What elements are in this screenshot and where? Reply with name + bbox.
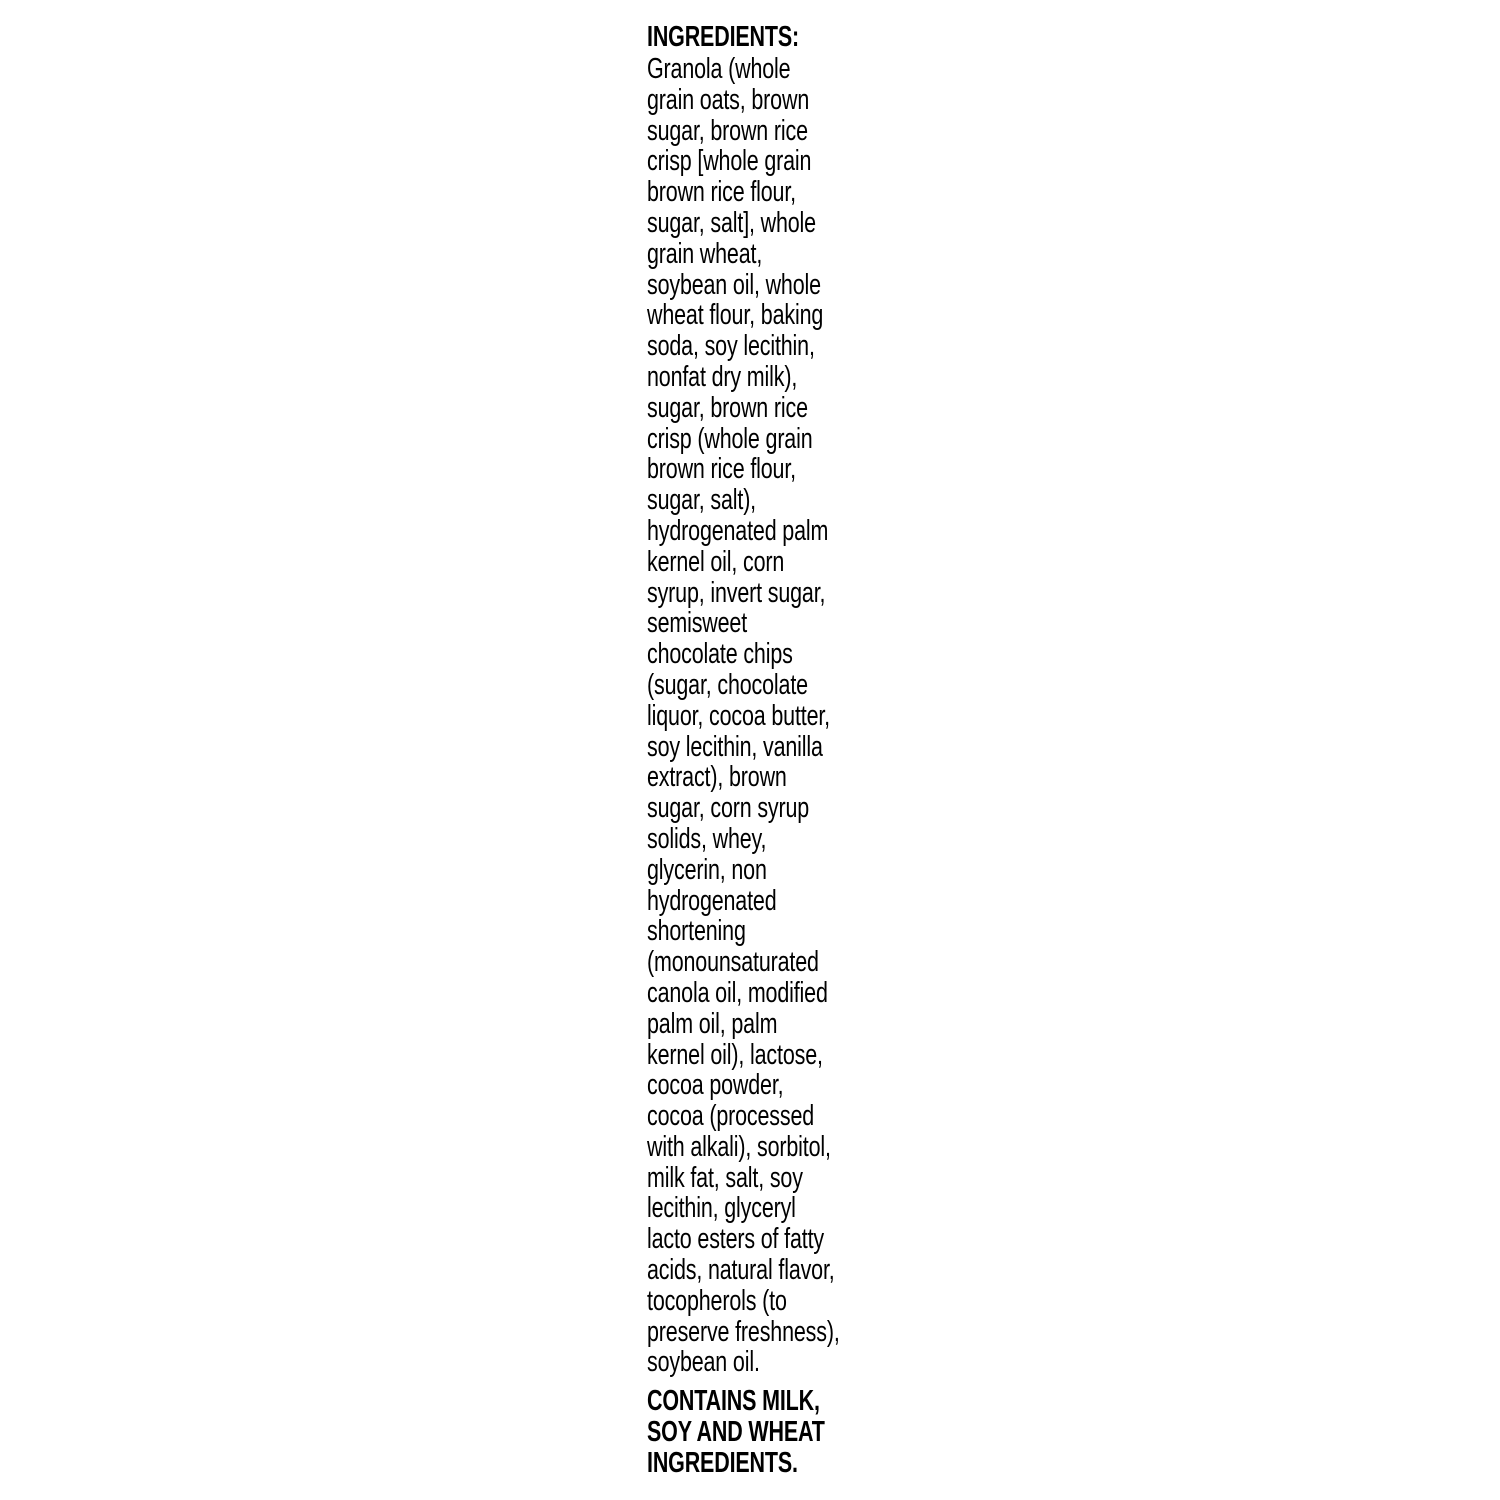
- ingredient-line: syrup, invert sugar,: [647, 576, 826, 609]
- ingredient-line: acids, natural flavor,: [647, 1254, 835, 1287]
- ingredient-line: crisp [whole grain: [647, 145, 812, 178]
- ingredient-line: chocolate chips: [647, 638, 793, 671]
- ingredient-line: cocoa powder,: [647, 1069, 784, 1102]
- ingredient-line: with alkali), sorbitol,: [647, 1130, 831, 1163]
- ingredient-line: lacto esters of fatty: [647, 1223, 824, 1256]
- ingredient-line: sugar, salt),: [647, 484, 757, 517]
- ingredient-line: milk fat, salt, soy: [647, 1161, 803, 1194]
- ingredient-line: tocopherols (to: [647, 1284, 787, 1317]
- ingredient-line: hydrogenated palm: [647, 514, 829, 547]
- ingredient-line: canola oil, modified: [647, 976, 828, 1009]
- ingredient-line: sugar, brown rice: [647, 391, 808, 424]
- allergen-line: SOY AND WHEAT: [647, 1416, 825, 1449]
- ingredient-line: grain oats, brown: [647, 83, 810, 116]
- ingredient-line: semisweet: [647, 607, 748, 640]
- ingredient-line: soybean oil, whole: [647, 268, 821, 301]
- ingredient-line: nonfat dry milk),: [647, 360, 798, 393]
- ingredient-line: (sugar, chocolate: [647, 668, 808, 701]
- ingredient-line: liquor, cocoa butter,: [647, 699, 831, 732]
- allergen-statement: [647, 1386, 840, 1478]
- ingredient-line: grain wheat,: [647, 237, 763, 270]
- ingredients-panel: [647, 22, 877, 1479]
- ingredient-line: sugar, brown rice: [647, 114, 808, 147]
- ingredient-line: Granola (whole: [647, 53, 791, 85]
- ingredient-line: soy lecithin, vanilla: [647, 730, 823, 763]
- ingredient-line: preserve freshness),: [647, 1315, 840, 1348]
- ingredient-line: glycerin, non: [647, 853, 767, 886]
- ingredient-line: (monounsaturated: [647, 946, 819, 979]
- ingredient-line: brown rice flour,: [647, 453, 796, 486]
- ingredient-line: kernel oil), lactose,: [647, 1038, 823, 1071]
- ingredients-heading: INGREDIENTS:: [647, 21, 800, 53]
- ingredient-line: extract), brown: [647, 761, 787, 794]
- ingredient-line: crisp (whole grain: [647, 422, 813, 455]
- ingredient-line: palm oil, palm: [647, 1007, 778, 1040]
- ingredient-line: kernel oil, corn: [647, 545, 785, 578]
- ingredient-line: soda, soy lecithin,: [647, 330, 815, 363]
- ingredient-line: wheat flour, baking: [647, 299, 824, 332]
- ingredients-text-block: [647, 22, 840, 1479]
- ingredient-line: lecithin, glyceryl: [647, 1192, 796, 1225]
- ingredient-line: brown rice flour,: [647, 176, 796, 209]
- ingredient-line: shortening: [647, 915, 746, 948]
- ingredient-line: soybean oil.: [647, 1346, 760, 1379]
- ingredient-line: cocoa (processed: [647, 1100, 815, 1133]
- ingredient-line: hydrogenated: [647, 884, 777, 917]
- ingredient-line: solids, whey,: [647, 822, 767, 855]
- ingredient-line: sugar, corn syrup: [647, 792, 810, 825]
- ingredient-line: sugar, salt], whole: [647, 206, 816, 239]
- allergen-line: CONTAINS MILK,: [647, 1385, 820, 1418]
- allergen-line: INGREDIENTS.: [647, 1446, 798, 1479]
